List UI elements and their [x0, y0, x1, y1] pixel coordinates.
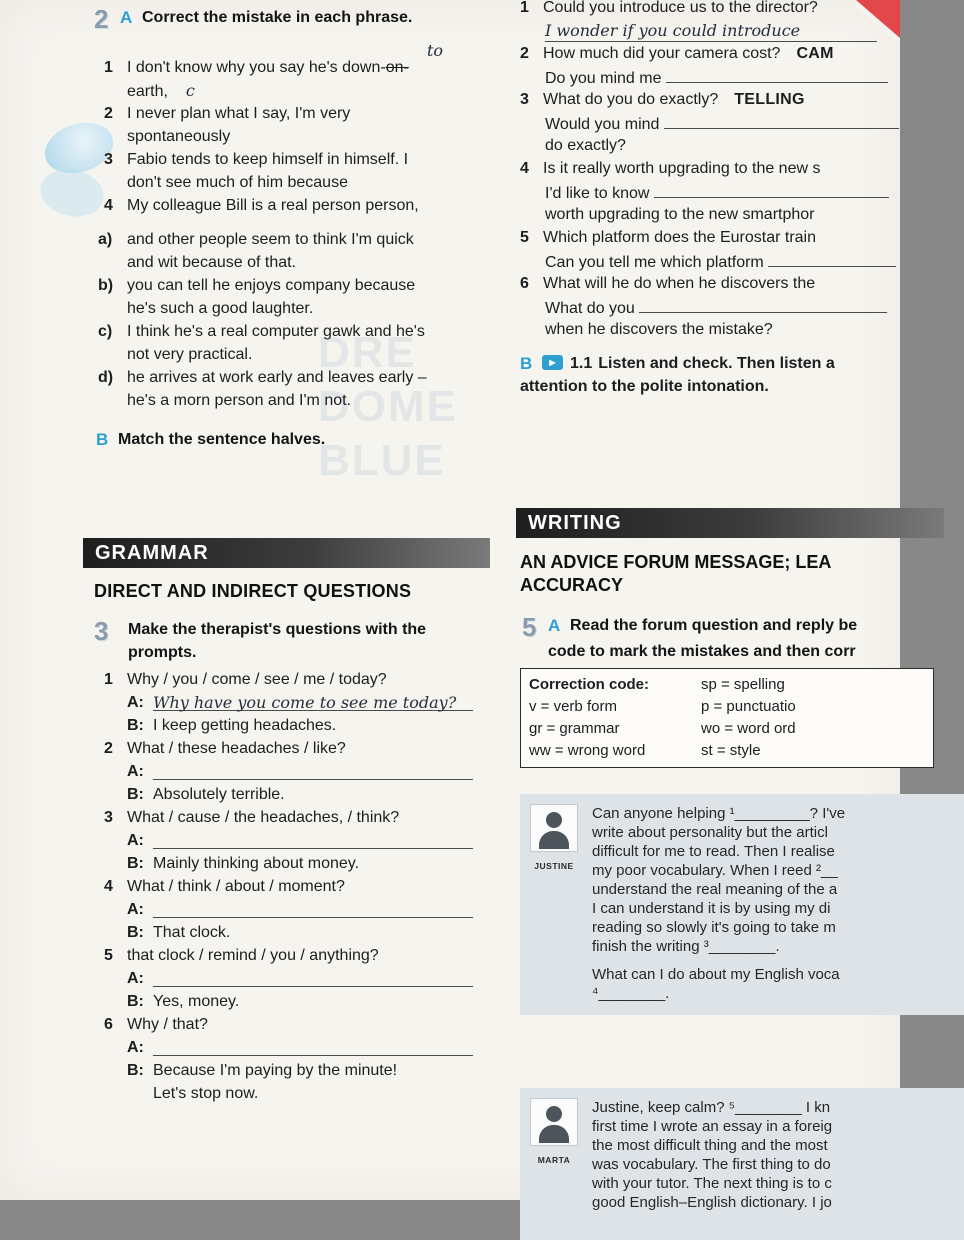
item-number: 6	[104, 1016, 113, 1033]
stem-text: Do you mind me	[545, 70, 662, 87]
exercise-letter-b: B	[520, 354, 533, 373]
code-cell: st = style	[701, 742, 761, 759]
prompt-text: that clock / remind / you / anything?	[127, 947, 379, 964]
list-item	[86, 148, 496, 194]
gap-blank	[654, 180, 889, 198]
reply-text: I keep getting headaches.	[153, 717, 337, 734]
ghost-line: BLUE	[318, 436, 446, 485]
answer-line	[153, 967, 473, 987]
reply-text: Absolutely terrible.	[153, 786, 285, 803]
list-item	[86, 194, 496, 217]
code-cell: gr = grammar	[529, 720, 620, 737]
correction-code-box	[520, 668, 934, 768]
list-item	[86, 102, 496, 148]
exercise-3-header	[86, 618, 496, 664]
writing-subheader	[520, 551, 831, 597]
item-number: 2	[104, 740, 113, 757]
answer-line	[153, 760, 473, 780]
item-number: 4	[104, 197, 113, 214]
reply-text: Because I'm paying by the minute!	[153, 1062, 398, 1079]
gap-blank	[666, 65, 888, 83]
handwritten-correction-to: to	[427, 41, 444, 60]
exercise-3-instruction: prompts.	[128, 644, 197, 661]
code-cell: wo = word ord	[701, 720, 796, 737]
stem-tail: do exactly?	[545, 137, 626, 154]
option-row	[86, 366, 496, 412]
speaker-b-label: B:	[127, 717, 144, 734]
speaker-b-label: B:	[127, 855, 144, 872]
speaker-b-label: B:	[127, 1062, 144, 1079]
option-row	[86, 320, 496, 366]
code-cell: Correction code:	[529, 676, 650, 693]
speaker-a-label: A:	[127, 1039, 144, 1056]
code-cell: ww = wrong word	[529, 742, 646, 759]
item-text: spontaneously	[127, 128, 231, 145]
gap-blank	[664, 111, 899, 129]
option-letter: c)	[98, 323, 113, 340]
option-text: and other people seem to think I'm quick	[127, 231, 414, 248]
question-text: Which platform does the Eurostar train	[543, 229, 817, 246]
prompt-keyword: CAM	[796, 45, 834, 62]
stem-text: Would you mind	[545, 116, 660, 133]
question-text: Is it really worth upgrading to the new s	[543, 160, 821, 177]
item-text: I don't know why you say he's down-	[127, 59, 386, 76]
answer-line	[545, 19, 877, 42]
answer-line	[153, 829, 473, 849]
avatar-person-icon	[546, 1106, 562, 1122]
option-letter: d)	[98, 369, 114, 386]
option-text: he's such a good laughter.	[127, 300, 314, 317]
qa-item	[104, 806, 496, 875]
question-text: What do you do exactly?	[543, 91, 719, 108]
forum-post-marta	[520, 1088, 964, 1240]
item-text: Fabio tends to keep himself in himself. I	[127, 151, 409, 168]
item-number: 2	[520, 45, 529, 62]
writing-section-header: WRITING	[516, 508, 944, 538]
ghost-line: DOME	[318, 382, 458, 431]
listen-instruction: attention to the polite intonation.	[520, 378, 769, 395]
exercise-3	[86, 618, 496, 1105]
code-cell: sp = spelling	[701, 676, 785, 693]
exercise-5	[520, 614, 857, 663]
prompt-text: What / think / about / moment?	[127, 878, 345, 895]
forum-line: my poor vocabulary. When I reed ²__	[592, 862, 838, 879]
writing-subheader-line: AN ADVICE FORUM MESSAGE; LEA	[520, 552, 832, 572]
exercise-number: 3	[94, 616, 109, 646]
stem-text: Can you tell me which platform	[545, 254, 764, 271]
option-text: not very practical.	[127, 346, 253, 363]
item-number: 3	[104, 151, 113, 168]
handwritten-answer-c: c	[185, 81, 195, 100]
forum-line: write about personality but the articl	[592, 824, 828, 841]
option-row	[86, 274, 496, 320]
exercise-number: 5	[522, 612, 537, 642]
item-number: 3	[520, 91, 529, 108]
avatar-person-icon	[539, 831, 569, 849]
option-row	[86, 228, 496, 274]
reply-text: Yes, money.	[153, 993, 240, 1010]
handwritten-answer: I wonder if you could introduce	[545, 21, 801, 40]
forum-username: JUSTINE	[534, 861, 574, 871]
speaker-a-label: A:	[127, 694, 144, 711]
gap-blank	[639, 295, 887, 313]
exercise-2-instruction: Correct the mistake in each phrase.	[142, 9, 413, 26]
table-row	[529, 696, 933, 718]
forum-line: good English–English dictionary. I jo	[592, 1194, 832, 1211]
exercise-3-items	[86, 668, 496, 1105]
forum-line: finish the writing ³________.	[592, 938, 780, 955]
item-number: 1	[104, 59, 113, 76]
forum-line: I can understand it is by using my di	[592, 900, 831, 917]
item-text: don't see much of him because	[127, 174, 348, 191]
exercise-2-header	[86, 6, 496, 32]
speaker-b-label: B:	[127, 993, 144, 1010]
exercise-2b-instruction: Match the sentence halves.	[118, 431, 326, 448]
exercise-2	[86, 6, 496, 451]
qa-item	[104, 1013, 496, 1105]
forum-username: MARTA	[537, 1155, 571, 1165]
exercise-3-instruction: Make the therapist's questions with the	[128, 621, 427, 638]
table-row	[529, 718, 933, 740]
prompt-text: Why / you / come / see / me / today?	[127, 671, 387, 688]
exercise-indirect-questions	[520, 0, 940, 341]
avatar	[530, 804, 578, 852]
exercise-letter-a: A	[120, 8, 133, 27]
qa-item	[104, 944, 496, 1013]
option-text: and wit because of that.	[127, 254, 296, 271]
item-text: I never plan what I say, I'm very	[127, 105, 351, 122]
grammar-section-header: GRAMMAR	[83, 538, 490, 568]
speaker-b-label: B:	[127, 786, 144, 803]
forum-line: ⁴________.	[592, 985, 670, 1002]
item-text: earth,	[127, 83, 168, 100]
prompt-keyword: TELLING	[734, 91, 805, 108]
qa-item	[104, 668, 496, 737]
gap-blank	[768, 249, 896, 267]
speaker-b-label: B:	[127, 924, 144, 941]
option-text: he arrives at work early and leaves early –	[127, 369, 427, 386]
option-text: you can tell he enjoys company because	[127, 277, 416, 294]
code-cell: v = verb form	[529, 698, 617, 715]
forum-line: first time I wrote an essay in a foreig	[592, 1118, 833, 1135]
struck-word: on-	[385, 59, 409, 76]
forum-line: the most difficult thing and the most	[592, 1137, 828, 1154]
avatar	[530, 1098, 578, 1146]
item-text: My colleague Bill is a real person person,	[127, 197, 419, 214]
exercise-letter-b: B	[96, 430, 109, 449]
forum-message-text	[592, 804, 845, 1003]
audio-play-icon: ▶	[542, 355, 563, 370]
forum-line: Justine, keep calm? ⁵________ I kn	[592, 1099, 831, 1116]
forum-line: reading so slowly it's going to take m	[592, 919, 836, 936]
option-text: he's a morn person and I'm not.	[127, 392, 352, 409]
speaker-a-label: A:	[127, 832, 144, 849]
answer-line	[153, 1036, 473, 1056]
option-letter: b)	[98, 277, 114, 294]
item-number: 1	[104, 671, 113, 688]
forum-line: difficult for me to read. Then I realise	[592, 843, 835, 860]
avatar-person-icon	[546, 812, 562, 828]
exercise-number: 2	[94, 4, 109, 34]
ghost-line: DRE	[318, 328, 417, 377]
prompt-text: What / cause / the headaches, / think?	[127, 809, 400, 826]
table-row	[529, 674, 933, 696]
item-number: 4	[104, 878, 113, 895]
exercise-5-instruction: code to mark the mistakes and then corr	[548, 643, 856, 660]
prompt-text: Why / that?	[127, 1016, 208, 1033]
grammar-subheader: DIRECT AND INDIRECT QUESTIONS	[94, 581, 412, 601]
reply-text: Let's stop now.	[153, 1085, 259, 1102]
reply-text: Mainly thinking about money.	[153, 855, 360, 872]
item-number: 2	[104, 105, 113, 122]
exercise-2b-header	[86, 428, 496, 451]
item-number: 1	[520, 0, 529, 16]
answer-line	[153, 898, 473, 918]
stem-text: I'd like to know	[545, 185, 650, 202]
option-text: I think he's a real computer gawk and he's	[127, 323, 425, 340]
prompt-text: What / these headaches / like?	[127, 740, 346, 757]
reply-text: That clock.	[153, 924, 231, 941]
speaker-a-label: A:	[127, 763, 144, 780]
exercise-letter-a: A	[548, 616, 561, 635]
table-row	[529, 740, 933, 762]
item-number: 4	[520, 160, 529, 177]
item-number: 5	[520, 229, 529, 246]
speaker-a-label: A:	[127, 970, 144, 987]
forum-line: Can anyone helping ¹_________? I've	[592, 805, 846, 822]
forum-avatar-column	[530, 804, 578, 1003]
handwritten-answer: Why have you come to see me today?	[153, 693, 457, 712]
writing-subheader-line: ACCURACY	[520, 575, 623, 595]
forum-line: understand the real meaning of the a	[592, 881, 838, 898]
answer-line	[153, 691, 473, 711]
listen-instruction: Listen and check. Then listen a	[598, 355, 835, 372]
question-text: How much did your camera cost?	[543, 45, 781, 62]
code-cell: p = punctuatio	[701, 698, 796, 715]
item-number: 3	[104, 809, 113, 826]
audio-track-number: 1.1	[570, 355, 593, 372]
question-text: Could you introduce us to the director?	[543, 0, 818, 16]
forum-post-justine	[520, 794, 964, 1015]
qa-item	[104, 737, 496, 806]
exercise-b-listen	[520, 352, 920, 398]
option-letter: a)	[98, 231, 113, 248]
stem-text: What do you	[545, 300, 635, 317]
item-number: 5	[104, 947, 113, 964]
forum-line: What can I do about my English voca	[592, 966, 840, 983]
avatar-person-icon	[539, 1125, 569, 1143]
forum-line: was vocabulary. The first thing to do	[592, 1156, 831, 1173]
forum-avatar-column	[530, 1098, 578, 1228]
question-text: What will he do when he discovers the	[543, 275, 816, 292]
exercise-5-instruction: Read the forum question and reply be	[570, 617, 858, 634]
list-item	[86, 41, 496, 102]
speaker-a-label: A:	[127, 901, 144, 918]
forum-line: with your tutor. The next thing is to c	[592, 1175, 832, 1192]
stem-tail: worth upgrading to the new smartphor	[545, 206, 815, 223]
stem-tail: when he discovers the mistake?	[545, 321, 773, 338]
forum-message-text	[592, 1098, 832, 1228]
qa-item	[104, 875, 496, 944]
item-number: 6	[520, 275, 529, 292]
